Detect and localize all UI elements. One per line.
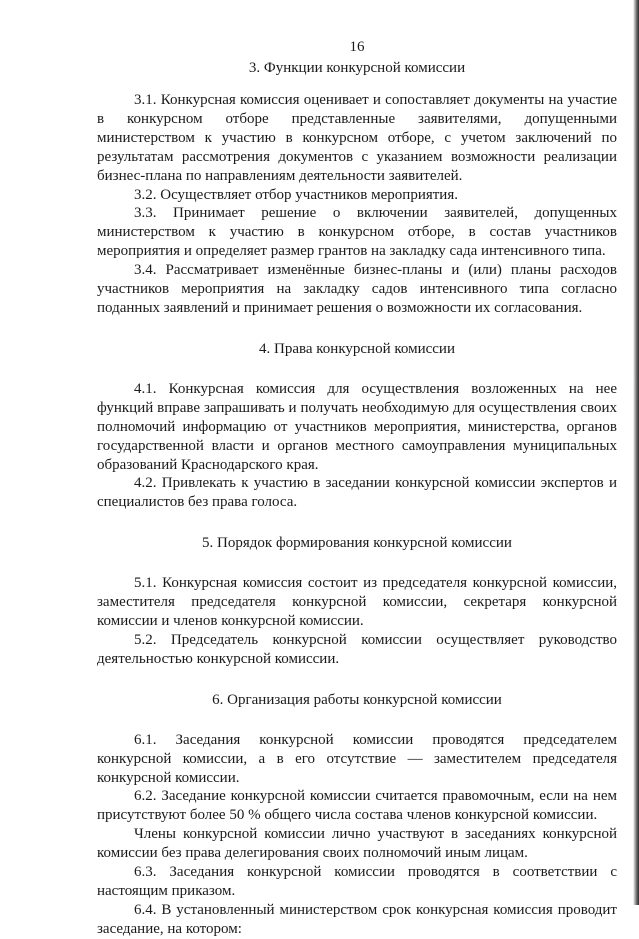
paragraph: 3.4. Рассматривает изменённые бизнес-планы и (или) планы расходов участников мероприятия на закладку садов интенсивного типа согласно поданных заявлений и принимает решения о возможности их согласования. bbox=[97, 262, 617, 316]
paragraph: 6.1. Заседания конкурсной комиссии проводятся председателем конкурсной комиссии, а в его отсутствие — заместителем председателя конкурсной комиссии. bbox=[97, 731, 617, 786]
section-spacer bbox=[97, 669, 617, 691]
page-number: 16 bbox=[349, 39, 365, 55]
paragraph: Члены конкурсной комиссии лично участвуют в заседаниях конкурсной комиссии без права делегирования своих полномочий иным лицам. bbox=[97, 826, 617, 862]
paragraph: 5.2. Председатель конкурсной комиссии осуществляет руководство деятельностью конкурсной комиссии. bbox=[97, 631, 617, 667]
paragraph: 6.3. Заседания конкурсной комиссии проводятся в соответствии с настоящим приказом. bbox=[97, 864, 617, 899]
paragraph: 3.3. Принимает решение о включении заявителей, допущенных министерством к участию в конкурсном отборе, в состав участников мероприятия и определяет размер грантов на закладку сада интенсивного типа. bbox=[97, 205, 617, 260]
section-spacer bbox=[97, 512, 617, 534]
section-spacer bbox=[97, 359, 617, 380]
paragraph: 6.2. Заседание конкурсной комиссии считается правомочным, если на нем присутствуют более 50 % общего числа состава членов конкурсной комиссии. bbox=[97, 788, 617, 824]
paragraph: 4.1. Конкурсная комиссия для осуществления возложенных на нее функций вправе запрашивать и получать необходимую для осуществления своих полномочий информацию от участников мероприятия, министерства, органов государственной власти и органов местного самоуправления муниципальных образований Краснодарского края. bbox=[97, 380, 617, 473]
section-title: 3. Функции конкурсной комиссии bbox=[248, 60, 466, 76]
section-title: 4. Права конкурсной комиссии bbox=[258, 340, 455, 357]
paragraph: 6.4. В установленный министерством срок конкурсная комиссия проводит заседание, на котором: bbox=[97, 901, 617, 937]
paragraph: 3.2. Осуществляет отбор участников мероприятия. bbox=[134, 186, 458, 203]
section-spacer bbox=[97, 710, 617, 731]
section-title: 5. Порядок формирования конкурсной комиссии bbox=[202, 535, 512, 552]
scan-edge-shadow bbox=[633, 0, 639, 905]
section-spacer bbox=[97, 318, 617, 340]
section-spacer bbox=[97, 553, 617, 574]
paragraph: 4.2. Привлекать к участию в заседании конкурсной комиссии экспертов и специалистов без права голоса. bbox=[97, 475, 617, 511]
section-title: 6. Организация работы конкурсной комиссии bbox=[212, 691, 502, 708]
paragraph: 5.1. Конкурсная комиссия состоит из председателя конкурсной комиссии, заместителя председателя конкурсной комиссии, секретаря конкурсной комиссии и членов конкурсной комиссии. bbox=[97, 575, 617, 630]
paragraph: 3.1. Конкурсная комиссия оценивает и сопоставляет документы на участие в конкурсном отборе представленные заявителями, допущенными министерством к участию в конкурсном отборе, с учетом заключений по результатам рассмотрения документов с указанием возможности реализации бизнес-плана по направлениям деятельности заявителей. bbox=[97, 92, 617, 184]
